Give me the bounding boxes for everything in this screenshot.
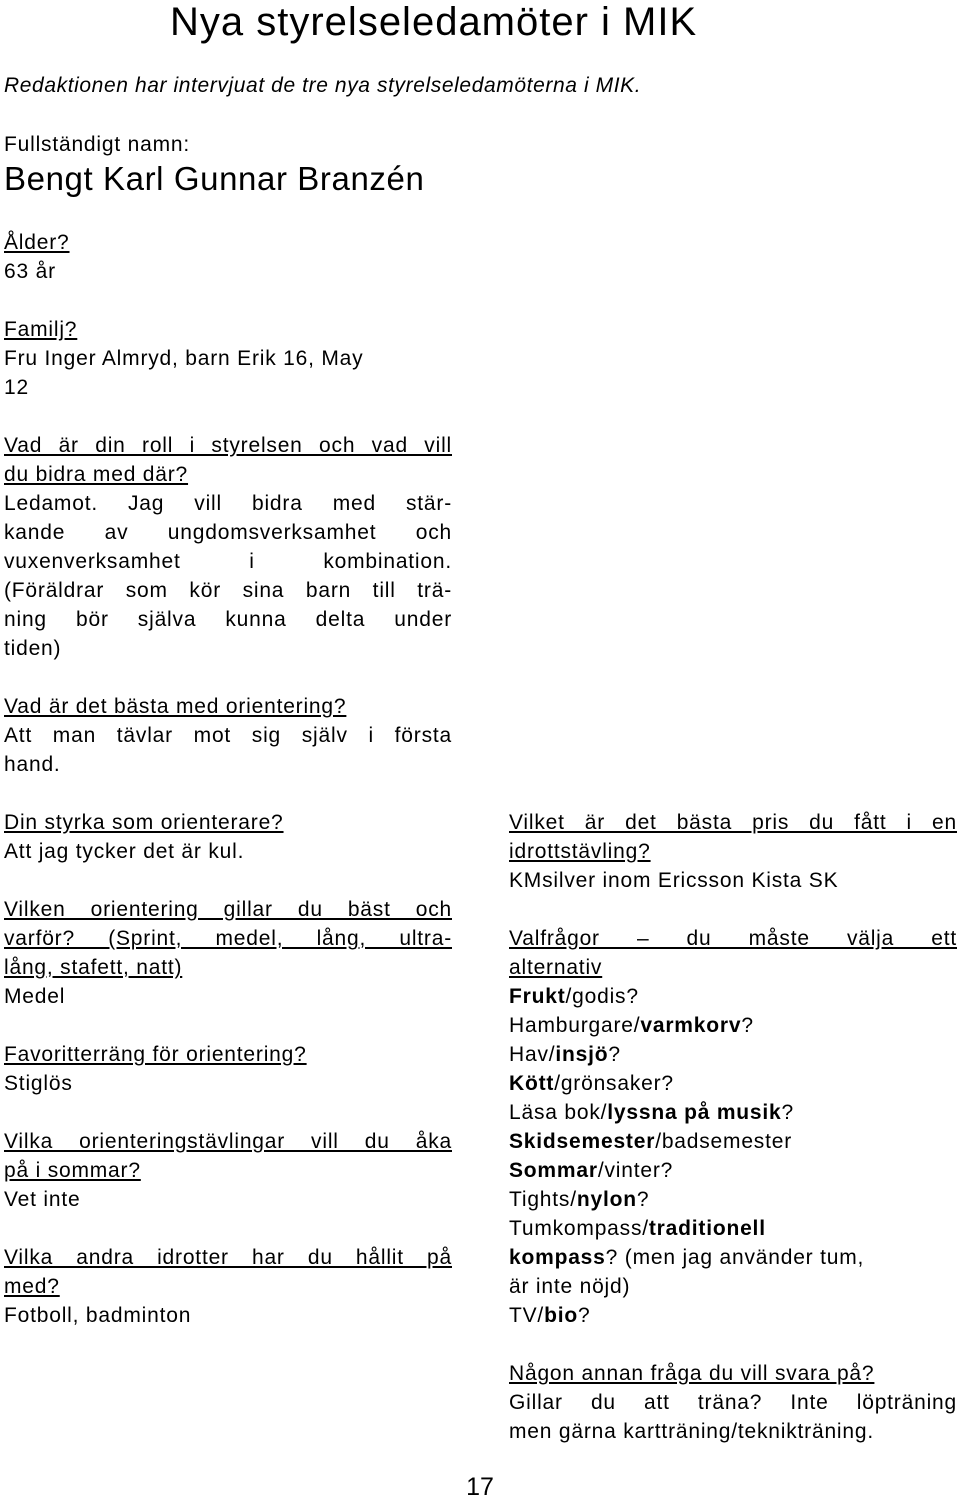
favorite-question-line: lång, stafett, natt) (4, 956, 183, 979)
role-answer-line: ning bör själva kunna delta under (4, 608, 452, 631)
question-mark: ? (608, 1043, 621, 1066)
terrain-question: Favoritterräng för orientering? (4, 1043, 307, 1066)
choice-tights-nylon (509, 1185, 957, 1214)
sports-question-line: med? (4, 1275, 60, 1298)
choice-compass-comment: är inte nöjd) (509, 1275, 631, 1298)
other-option: Tumkompass/ (509, 1217, 649, 1240)
question-mark: ? (741, 1014, 754, 1037)
other-option: /badsemester (655, 1130, 793, 1153)
prize-answer: KMsilver inom Ericsson Kista SK (509, 869, 839, 892)
summer-question-line: på i sommar? (4, 1159, 141, 1182)
favorite-question-line: Vilken orientering gillar du bäst och (4, 898, 452, 921)
choice-ski-beach (509, 1127, 957, 1156)
choice-summer-winter (509, 1156, 957, 1185)
role-answer-line: vuxenverksamhet i kombination. (4, 550, 452, 573)
choice-question-line: alternativ (509, 956, 603, 979)
other-answer-line: men gärna kartträning/teknikträning. (509, 1420, 874, 1443)
chosen-option: Skidsemester (509, 1130, 656, 1153)
other-question: Någon annan fråga du vill svara på? (509, 1362, 875, 1385)
right-column (509, 808, 957, 1446)
chosen-option: lyssna på musik (607, 1101, 782, 1124)
sports-answer: Fotboll, badminton (4, 1304, 192, 1327)
role-question-line: Vad är din roll i styrelsen och vad vill (4, 434, 452, 457)
choice-sea-lake (509, 1040, 957, 1069)
favorite-answer: Medel (4, 985, 66, 1008)
other-option: /grönsaker? (554, 1072, 674, 1095)
chosen-option: varmkorv (640, 1014, 742, 1037)
family-question: Familj? (4, 318, 78, 341)
chosen-option: Frukt (509, 985, 566, 1008)
strength-question: Din styrka som orienterare? (4, 811, 284, 834)
chosen-option: traditionell (648, 1217, 766, 1240)
choice-book-music (509, 1098, 957, 1127)
other-option: Tights/ (509, 1188, 577, 1211)
chosen-option: bio (544, 1304, 578, 1327)
choice-fruit-candy (509, 982, 957, 1011)
role-answer-line: tiden) (4, 637, 62, 660)
other-option: TV/ (509, 1304, 545, 1327)
choice-question-line: Valfrågor – du måste välja ett (509, 927, 957, 950)
page-number: 17 (466, 1473, 494, 1501)
choice-compass (509, 1214, 957, 1243)
other-answer-line: Gillar du att träna? Inte löpträning (509, 1391, 957, 1414)
question-mark: ? (577, 1304, 591, 1327)
role-answer-line: kande av ungdomsverksamhet och (4, 521, 452, 544)
choice-tv-cinema (509, 1301, 957, 1330)
role-question-line: du bidra med där? (4, 463, 189, 486)
other-option: Hav/ (509, 1043, 556, 1066)
best-answer-line: Att man tävlar mot sig själv i första (4, 724, 452, 747)
prize-question-line: idrottstävling? (509, 840, 651, 863)
choice-compass-cont (509, 1243, 957, 1272)
prize-question-line: Vilket är det bästa pris du fått i en (509, 811, 957, 834)
best-question: Vad är det bästa med orientering? (4, 695, 347, 718)
chosen-option: Kött (509, 1072, 555, 1095)
chosen-option: Sommar (509, 1159, 598, 1182)
role-answer-line: Ledamot. Jag vill bidra med stär- (4, 492, 452, 515)
comment: ? (men jag använder tum, (605, 1246, 865, 1269)
favorite-question-line: varför? (Sprint, medel, lång, ultra- (4, 927, 452, 950)
intro-text: Redaktionen har intervjuat de tre nya styrelseledamöterna i MIK. (4, 74, 642, 97)
page-title: Nya styrelseledamöter i MIK (170, 0, 698, 44)
choice-burger-hotdog (509, 1011, 957, 1040)
name-label: Fullständigt namn: (4, 133, 190, 156)
summer-answer: Vet inte (4, 1188, 81, 1211)
choice-meat-vegetables (509, 1069, 957, 1098)
role-answer-line: (Föräldrar som kör sina barn till trä- (4, 579, 452, 602)
family-answer-line: Fru Inger Almryd, barn Erik 16, May (4, 347, 364, 370)
question-mark: ? (636, 1188, 650, 1211)
other-option: Läsa bok/ (509, 1101, 608, 1124)
chosen-option: nylon (576, 1188, 637, 1211)
chosen-option: kompass (509, 1246, 606, 1269)
chosen-option: insjö (555, 1043, 609, 1066)
summer-question-line: Vilka orienteringstävlingar vill du åka (4, 1130, 452, 1153)
sports-question-line: Vilka andra idrotter har du hållit på (4, 1246, 452, 1269)
left-column (4, 130, 452, 1330)
other-option: Hamburgare/ (509, 1014, 641, 1037)
best-answer-line: hand. (4, 753, 61, 776)
full-name: Bengt Karl Gunnar Branzén (4, 160, 425, 197)
other-option: /vinter? (597, 1159, 674, 1182)
other-option: /godis? (565, 985, 639, 1008)
terrain-answer: Stiglös (4, 1072, 73, 1095)
age-question: Ålder? (4, 231, 70, 254)
question-mark: ? (781, 1101, 794, 1124)
strength-answer: Att jag tycker det är kul. (4, 840, 245, 863)
age-answer: 63 år (4, 260, 56, 283)
family-answer-line: 12 (4, 376, 29, 399)
